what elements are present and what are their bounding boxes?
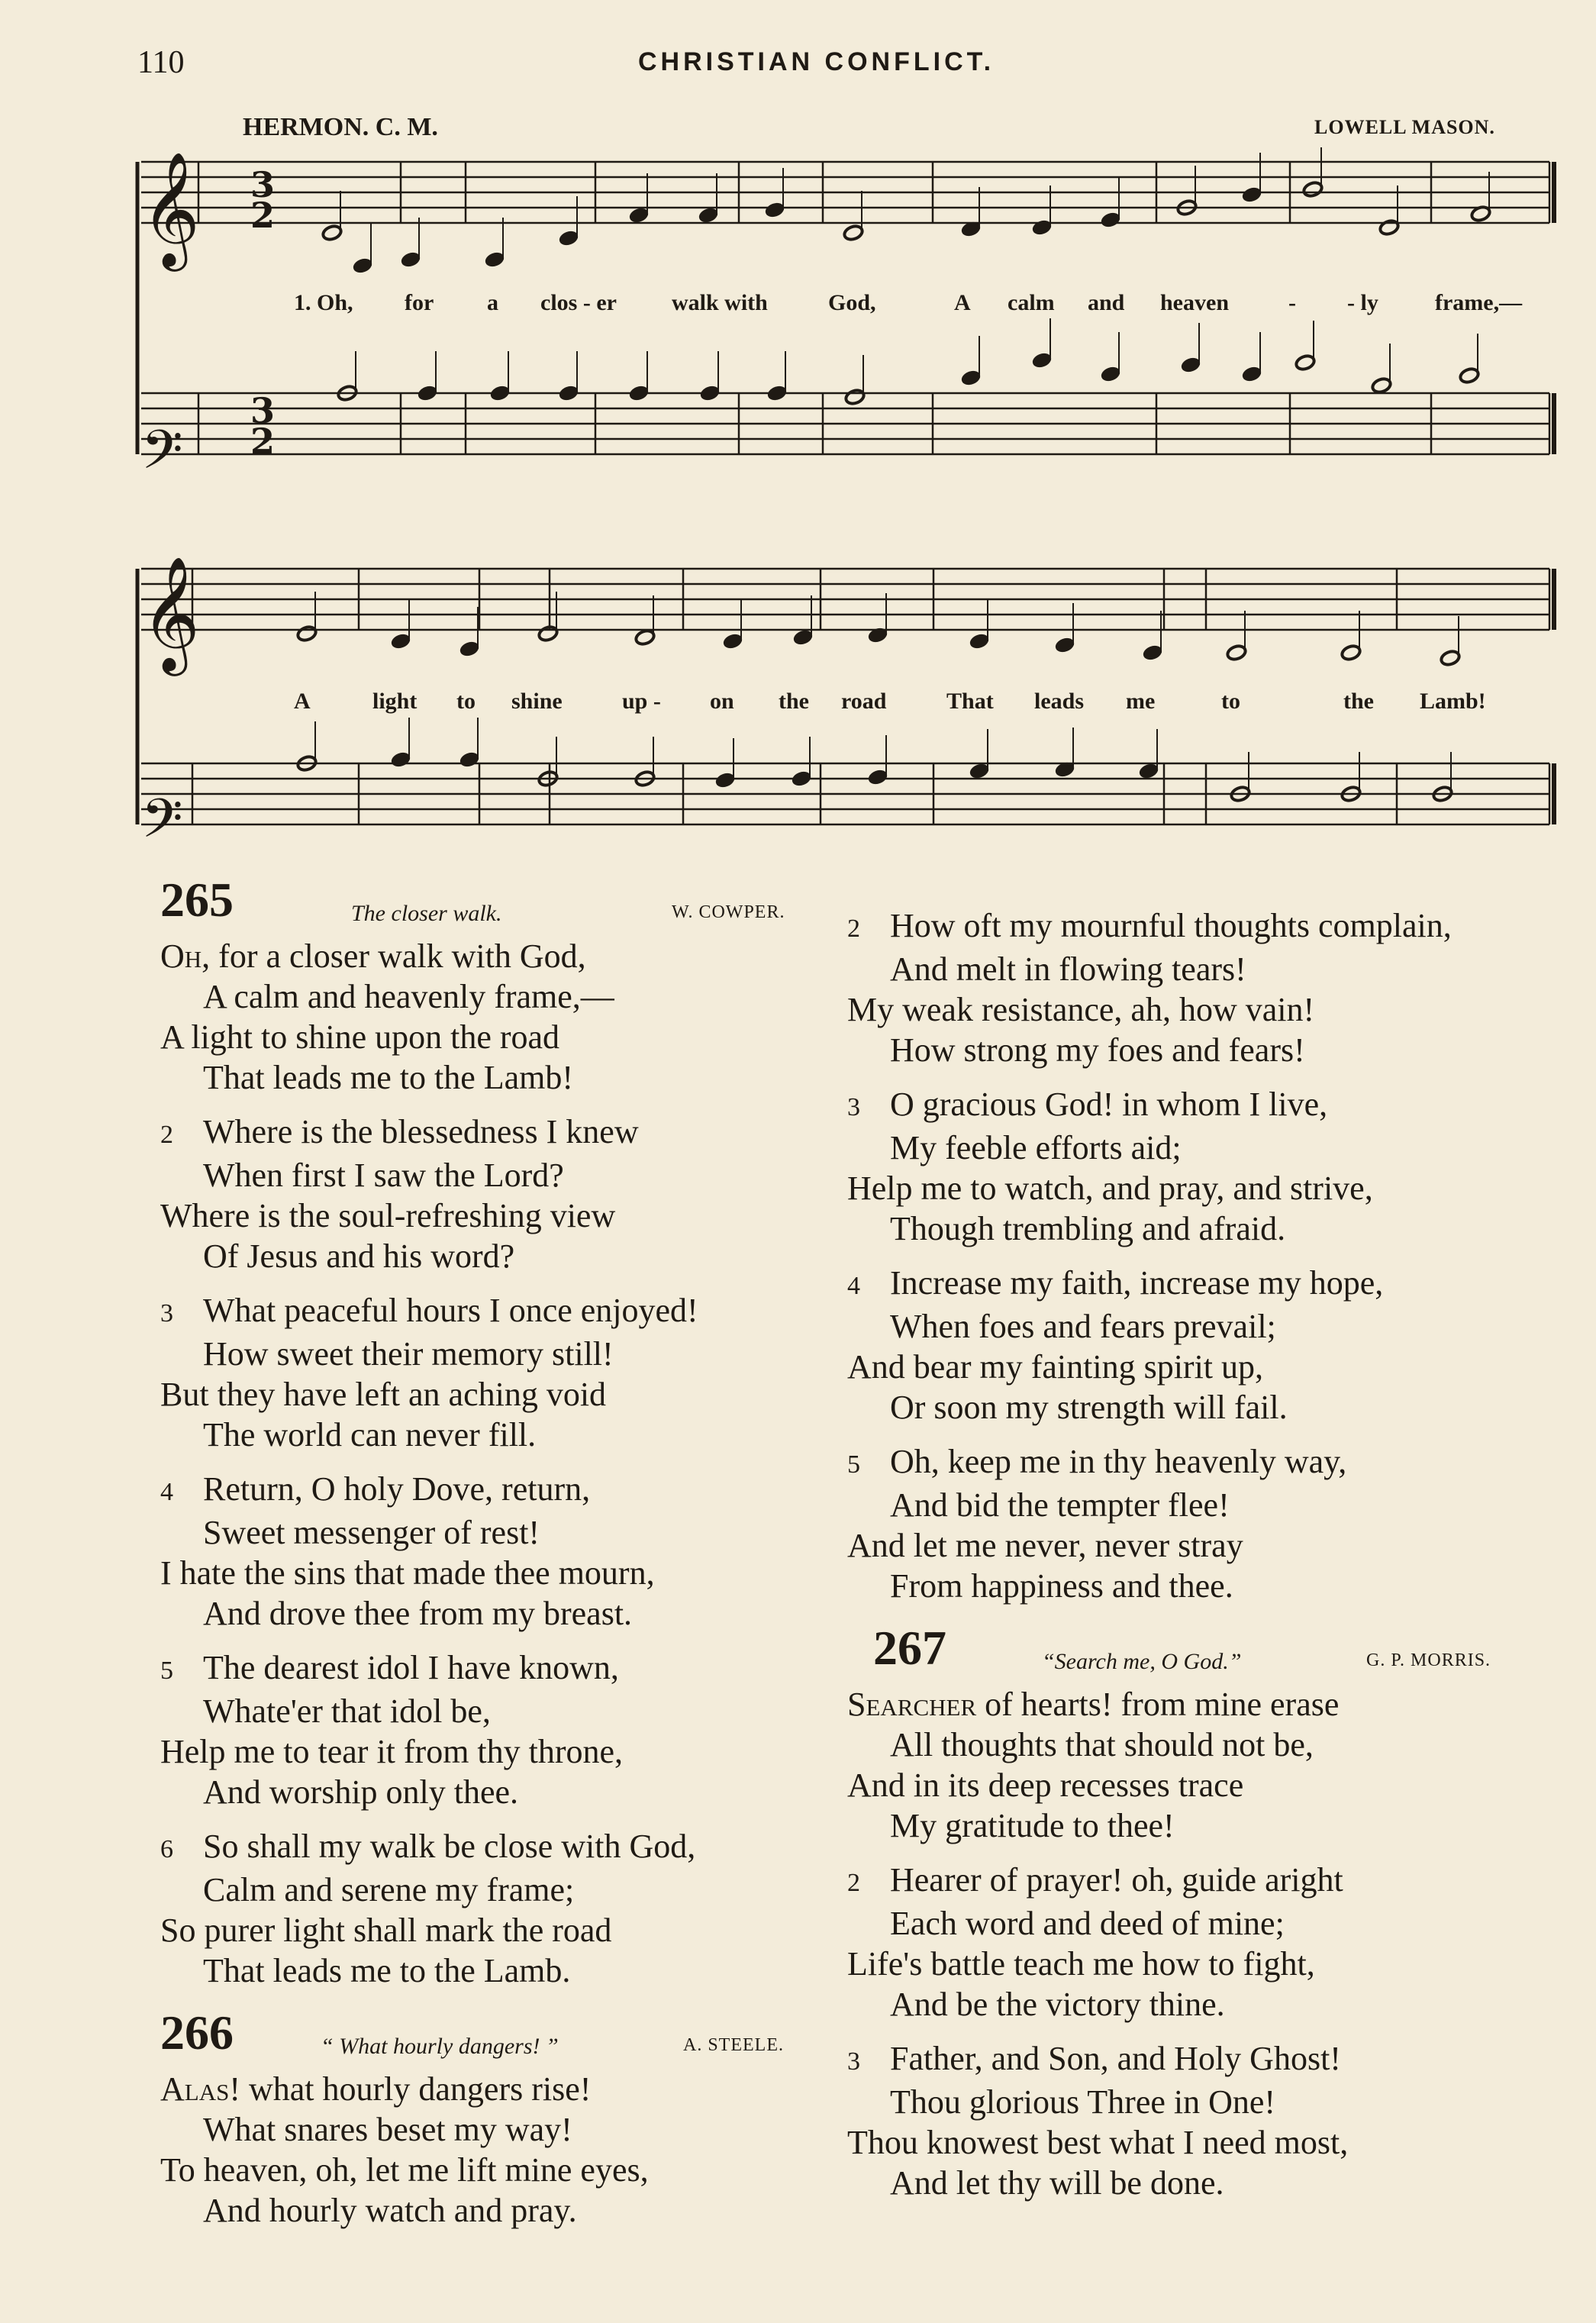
time-signature: 3 [250, 390, 276, 431]
note-head [459, 640, 480, 657]
lyric-syllable: up - [622, 689, 661, 714]
note-head [714, 771, 736, 789]
verse-line [847, 1030, 1519, 1070]
verse-number: 3 [160, 1299, 173, 1328]
verse-line [847, 989, 1519, 1030]
hymn-subtitle: “Search me, O God.” [1042, 1649, 1242, 1674]
verse-text: Thou knowest best what I need most, [847, 2124, 1349, 2161]
page-number: 110 [137, 45, 185, 80]
verse-line [847, 1765, 1519, 1805]
verse-text: That leads me to the Lamb. [203, 1952, 571, 1989]
time-signature: 2 [250, 421, 276, 462]
verse-text: O gracious God! in whom I live, [890, 1086, 1328, 1123]
verse-text: How sweet their memory still! [203, 1335, 614, 1373]
verse-line [160, 936, 832, 976]
hymn-266-text [160, 2069, 832, 2231]
verse-number: 4 [160, 1478, 173, 1506]
verse-text: Oh, keep me in thy heavenly way, [890, 1443, 1347, 1480]
note-head [867, 768, 888, 786]
verse-text: How oft my mournful thoughts complain, [890, 907, 1452, 944]
verse-line [847, 1805, 1519, 1846]
verse-line [847, 2038, 1519, 2082]
verse-text: Where is the blessedness I knew [203, 1113, 639, 1150]
verse-text: Or soon my strength will fail. [890, 1389, 1288, 1426]
hymn-author: W. COWPER. [672, 902, 785, 922]
verse-text: My gratitude to thee! [890, 1807, 1175, 1844]
note-head [1302, 180, 1324, 198]
verse-line [160, 2150, 832, 2190]
verse-text: And let thy will be done. [890, 2164, 1224, 2202]
music-score [0, 0, 1596, 870]
note-head [1226, 644, 1247, 661]
lyric-syllable: - [1288, 290, 1296, 315]
note-head [1180, 356, 1201, 373]
note-head [698, 206, 719, 224]
verse-text: Though trembling and afraid. [890, 1210, 1286, 1247]
verse-text: Sweet messenger of rest! [203, 1514, 540, 1551]
verse-line [847, 1903, 1519, 1944]
hymn-265-text [160, 936, 832, 1991]
lyric-syllable: heaven [1160, 290, 1229, 315]
note-head [1241, 365, 1262, 382]
verse-line [160, 1870, 832, 1910]
hymn-author: A. STEELE. [683, 2035, 784, 2055]
verse-line [847, 2082, 1519, 2122]
verse-text: So shall my walk be close with God, [203, 1828, 696, 1865]
hymn-heading [160, 2005, 832, 2069]
verse-text: How strong my foes and fears! [890, 1031, 1305, 1069]
note-head [489, 384, 511, 402]
note-head [1031, 351, 1053, 369]
note-head [321, 224, 343, 241]
verse-line [847, 1263, 1519, 1306]
lyric-syllable: the [779, 689, 809, 714]
verse-line [847, 1860, 1519, 1903]
note-head [1371, 376, 1392, 394]
verse-line [160, 1950, 832, 1991]
note-head [969, 632, 990, 650]
verse-text: Help me to tear it from thy throne, [160, 1733, 624, 1770]
verse-text: Each word and deed of mine; [890, 1905, 1285, 1942]
note-head [417, 384, 438, 402]
verse-text: And drove thee from my breast. [203, 1595, 633, 1632]
hymn-subtitle: The closer walk. [351, 901, 502, 926]
note-head [1100, 211, 1121, 228]
verse-text: And be the victory thine. [890, 1986, 1225, 2023]
lyric-syllable: frame,— [1435, 290, 1523, 315]
note-head [352, 256, 373, 274]
hymn-author: G. P. MORRIS. [1366, 1650, 1491, 1670]
verse-text: All thoughts that should not be, [890, 1726, 1314, 1763]
verse-text: A light to shine upon the road [160, 1018, 560, 1056]
verse-text: And in its deep recesses trace [847, 1766, 1244, 1804]
lyric-syllable: to [1221, 689, 1240, 714]
lyric-syllable: 1. Oh, [294, 290, 353, 315]
verse-line [847, 1168, 1519, 1208]
hymn-heading [160, 872, 832, 936]
verse-line [160, 1155, 832, 1195]
verse-text: Searcher of hearts! from mine erase [847, 1686, 1340, 1723]
lyric-syllable: to [456, 689, 476, 714]
verse-text: The world can never fill. [203, 1416, 537, 1453]
verse-text: Of Jesus and his word? [203, 1237, 515, 1275]
note-head [1241, 186, 1262, 203]
time-signature: 3 [250, 164, 276, 205]
verse-text: Help me to watch, and pray, and strive, [847, 1170, 1373, 1207]
verse-line [160, 1017, 832, 1057]
note-head [1459, 366, 1480, 384]
lyric-syllable: me [1126, 689, 1156, 714]
verse-text: A calm and heavenly frame,— [203, 978, 614, 1015]
lyric-syllable: a [487, 290, 498, 315]
verse-text: Hearer of prayer! oh, guide aright [890, 1861, 1343, 1899]
verse-number: 6 [160, 1835, 173, 1863]
treble-clef-icon: 𝄞 [141, 150, 200, 266]
verse-text: My weak resistance, ah, how vain! [847, 991, 1315, 1028]
verse-line [847, 1944, 1519, 1984]
note-head [843, 224, 864, 241]
verse-line [847, 1525, 1519, 1566]
verse-text: Oh, for a closer walk with God, [160, 937, 586, 975]
bass-clef-icon: 𝄢 [141, 419, 183, 495]
verse-text: And bear my fainting spirit up, [847, 1348, 1264, 1386]
left-column [160, 872, 832, 2244]
verse-number: 2 [847, 915, 860, 943]
verse-text: That leads me to the Lamb! [203, 1059, 574, 1096]
stanza [847, 2038, 1519, 2203]
verse-line [160, 1290, 832, 1334]
verse-text: What peaceful hours I once enjoyed! [203, 1292, 698, 1329]
verse-line [160, 1691, 832, 1731]
verse-text: Where is the soul-refreshing view [160, 1197, 616, 1234]
stanza [160, 1469, 832, 1634]
hymn-number: 267 [873, 1621, 946, 1675]
stanza [160, 1290, 832, 1455]
lyric-syllable: - ly [1347, 290, 1378, 315]
verse-line [160, 1111, 832, 1155]
verse-number: 3 [847, 2047, 860, 2076]
note-head [1100, 365, 1121, 382]
note-head [296, 624, 318, 642]
note-head [390, 632, 411, 650]
section-title: CHRISTIAN CONFLICT. [638, 47, 995, 76]
lyric-syllable: the [1343, 689, 1374, 714]
note-head [537, 624, 559, 642]
lyric-syllable: clos - er [540, 290, 617, 315]
stanza [847, 1860, 1519, 2025]
verse-line [160, 2190, 832, 2231]
note-head [484, 250, 505, 268]
verse-text: What snares beset my way! [203, 2111, 572, 2148]
verse-text: Calm and serene my frame; [203, 1871, 575, 1908]
verse-line [160, 2069, 832, 2109]
lyric-syllable: walk with [672, 290, 768, 315]
verse-number: 3 [847, 1093, 860, 1121]
verse-text: And melt in flowing tears! [890, 950, 1246, 988]
note-head [960, 369, 982, 386]
verse-text: Thou glorious Three in One! [890, 2083, 1276, 2121]
verse-text: Father, and Son, and Holy Ghost! [890, 2040, 1341, 2077]
verse-text: I hate the sins that made thee mourn, [160, 1554, 655, 1592]
note-head [390, 750, 411, 768]
verse-text: And bid the tempter flee! [890, 1486, 1230, 1524]
note-head [699, 384, 721, 402]
lyric-syllable: calm [1008, 290, 1055, 315]
note-head [1295, 353, 1316, 371]
note-head [791, 769, 812, 787]
lyric-syllable: and [1088, 290, 1125, 315]
verse-line [160, 1469, 832, 1512]
note-head [1138, 762, 1159, 779]
stanza [160, 936, 832, 1098]
verse-text: The dearest idol I have known, [203, 1649, 619, 1686]
verse-line [160, 1731, 832, 1772]
hymn-heading [847, 1620, 1519, 1684]
verse-line [160, 1647, 832, 1691]
hymn-267-text [847, 1684, 1519, 2203]
treble-clef-icon: 𝄞 [141, 555, 200, 671]
verse-line [160, 1512, 832, 1553]
verse-line [847, 1725, 1519, 1765]
verse-number: 5 [160, 1657, 173, 1685]
stanza [160, 2069, 832, 2231]
verse-number: 5 [847, 1450, 860, 1479]
verse-text: My feeble efforts aid; [890, 1129, 1182, 1166]
verse-line [847, 1347, 1519, 1387]
verse-number: 2 [847, 1869, 860, 1897]
verse-text: And worship only thee. [203, 1773, 519, 1811]
note-head [722, 632, 743, 650]
verse-line [847, 1128, 1519, 1168]
note-head [634, 628, 656, 646]
verse-text: Alas! what hourly dangers rise! [160, 2070, 592, 2108]
bass-clef-icon: 𝄢 [141, 788, 183, 863]
verse-line [160, 1910, 832, 1950]
verse-number: 2 [160, 1121, 173, 1149]
verse-line [847, 1984, 1519, 2025]
time-signature: 2 [250, 195, 276, 236]
note-head [628, 206, 650, 224]
lyric-syllable: That [946, 689, 994, 714]
note-head [1031, 218, 1053, 236]
verse-text: Increase my faith, increase my hope, [890, 1264, 1384, 1302]
verse-number: 4 [847, 1272, 860, 1300]
hymn-number: 266 [160, 2005, 234, 2060]
stanza [847, 1084, 1519, 1249]
verse-line [847, 1387, 1519, 1428]
lyric-syllable: Lamb! [1420, 689, 1486, 714]
stanza [847, 1441, 1519, 1606]
lyric-syllable: A [294, 689, 311, 714]
verse-line [160, 976, 832, 1017]
verse-line [160, 1826, 832, 1870]
hymn-266-continued [847, 905, 1519, 1606]
verse-text: And hourly watch and pray. [203, 2192, 577, 2229]
verse-line [847, 1566, 1519, 1606]
stanza [160, 1826, 832, 1991]
note-head [1378, 218, 1400, 236]
verse-line [847, 1208, 1519, 1249]
right-column [847, 905, 1519, 2217]
verse-line [160, 1772, 832, 1812]
verse-text: Return, O holy Dove, return, [203, 1470, 591, 1508]
verse-line [847, 1684, 1519, 1725]
verse-line [160, 1415, 832, 1455]
hymn-number: 265 [160, 873, 234, 927]
verse-line [847, 1441, 1519, 1485]
note-head [1440, 649, 1461, 666]
stanza [847, 905, 1519, 1070]
verse-line [160, 1593, 832, 1634]
tune-name: HERMON. C. M. [243, 113, 438, 141]
note-head [1054, 636, 1075, 653]
verse-line [160, 1057, 832, 1098]
lyric-syllable: for [405, 290, 434, 315]
lyric-syllable: God, [828, 290, 876, 315]
verse-line [160, 1334, 832, 1374]
lyric-syllable: light [372, 689, 418, 714]
note-head [792, 628, 814, 646]
verse-text: To heaven, oh, let me lift mine eyes, [160, 2151, 649, 2189]
verse-text: But they have left an aching void [160, 1376, 607, 1413]
hymn-subtitle: “ What hourly dangers! ” [321, 2034, 559, 2059]
verse-line [847, 2163, 1519, 2203]
note-head [628, 384, 650, 402]
note-head [844, 388, 866, 405]
note-head [459, 750, 480, 768]
verse-text: When foes and fears prevail; [890, 1308, 1276, 1345]
verse-line [160, 1553, 832, 1593]
note-head [969, 762, 990, 779]
verse-line [847, 905, 1519, 949]
stanza [847, 1684, 1519, 1846]
note-head [1340, 644, 1362, 661]
lyric-syllable: leads [1034, 689, 1085, 714]
verse-text: Life's battle teach me how to fight, [847, 1945, 1315, 1983]
stanza [160, 1647, 832, 1812]
verse-line [847, 1306, 1519, 1347]
composer-name: LOWELL MASON. [1314, 116, 1495, 138]
verse-text: So purer light shall mark the road [160, 1912, 612, 1949]
verse-line [160, 2109, 832, 2150]
lyric-syllable: A [954, 290, 971, 315]
stanza [847, 1263, 1519, 1428]
lyric-syllable: on [710, 689, 734, 714]
note-head [766, 384, 788, 402]
verse-text: From happiness and thee. [890, 1567, 1233, 1605]
lyric-syllable: shine [511, 689, 563, 714]
verse-text: When first I saw the Lord? [203, 1157, 564, 1194]
note-head [764, 201, 785, 218]
note-head [1142, 644, 1163, 661]
verse-line [160, 1195, 832, 1236]
note-head [558, 229, 579, 247]
verse-line [847, 1485, 1519, 1525]
note-head [558, 384, 579, 402]
lyric-syllable: road [841, 689, 887, 714]
verse-line [160, 1236, 832, 1276]
verse-line [847, 949, 1519, 989]
verse-line [847, 1084, 1519, 1128]
verse-line [160, 1374, 832, 1415]
note-head [400, 250, 421, 268]
verse-text: And let me never, never stray [847, 1527, 1243, 1564]
verse-text: Whate'er that idol be, [203, 1692, 491, 1730]
stanza [160, 1111, 832, 1276]
verse-line [847, 2122, 1519, 2163]
